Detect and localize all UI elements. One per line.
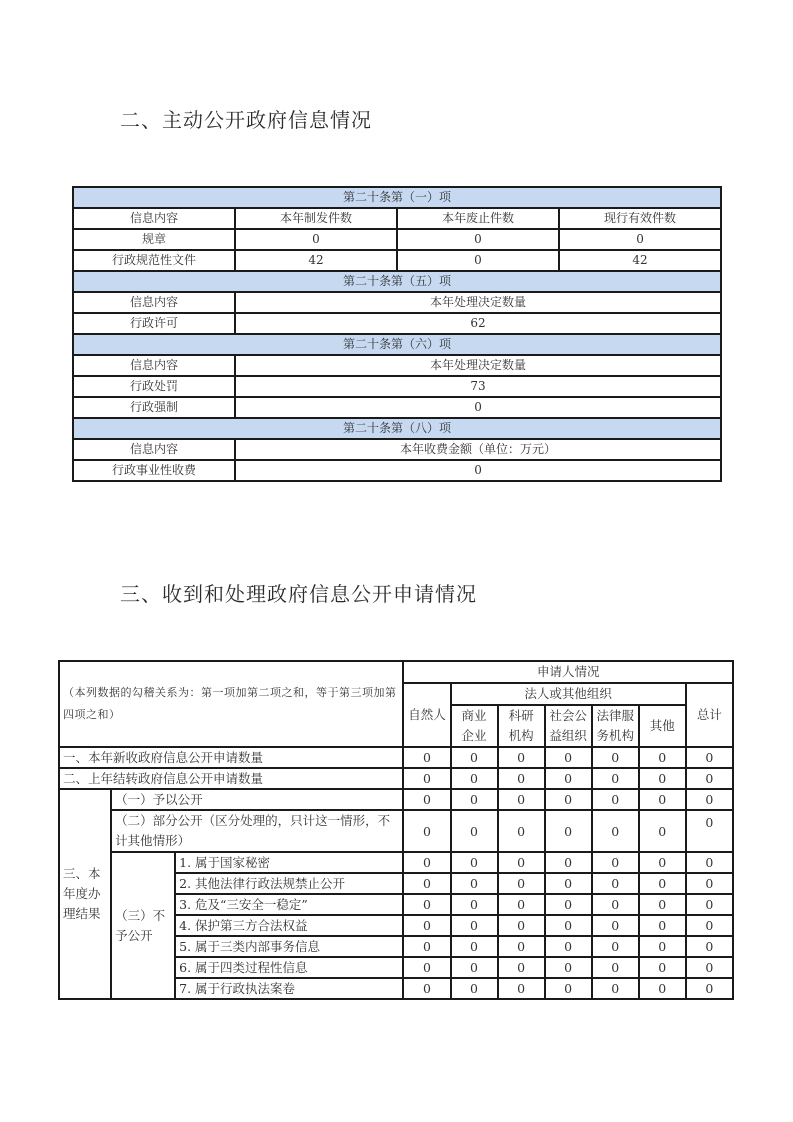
- cell-value: 0: [686, 957, 733, 978]
- cell-value: 0: [498, 852, 545, 873]
- block-header: 第二十条第（六）项: [73, 334, 721, 355]
- cell-value: 0: [592, 936, 639, 957]
- row-label: 行政许可: [73, 313, 235, 334]
- table-row: [73, 313, 721, 334]
- cell-value: 0: [592, 978, 639, 999]
- column-header: 本年废止件数: [397, 208, 559, 229]
- cell-value: 0: [403, 894, 450, 915]
- column-header-row: [73, 292, 721, 313]
- cell-value: 0: [592, 852, 639, 873]
- header-row: [59, 661, 733, 683]
- row-label: 规章: [73, 229, 235, 250]
- cell-value: 0: [498, 768, 545, 789]
- cell-value: 0: [403, 873, 450, 894]
- org-type-line: 企业: [461, 728, 487, 743]
- org-type-header: [592, 705, 639, 747]
- cell-value: 0: [639, 894, 686, 915]
- total-header: 总计: [686, 683, 733, 747]
- cell-value: 0: [639, 936, 686, 957]
- block-header-row: [73, 334, 721, 355]
- cell-value: 0: [451, 789, 498, 810]
- row-label: 2. 其他法律行政法规禁止公开: [175, 873, 403, 894]
- org-type-header: [451, 705, 498, 747]
- table-row: [73, 376, 721, 397]
- table-row: [59, 768, 733, 789]
- legal-org-header: 法人或其他组织: [451, 683, 686, 705]
- cell-value: 0: [545, 852, 592, 873]
- cell-value: 0: [498, 810, 545, 852]
- cell-value: 0: [592, 915, 639, 936]
- cell-value: 0: [686, 936, 733, 957]
- cell-value: 0: [545, 915, 592, 936]
- column-header-row: [73, 355, 721, 376]
- cell-value: 0: [397, 229, 559, 250]
- cell-value: 0: [403, 852, 450, 873]
- cell-value: 0: [686, 978, 733, 999]
- cell-value: 0: [686, 810, 733, 852]
- cell-value: 0: [498, 936, 545, 957]
- column-header: 信息内容: [73, 208, 235, 229]
- cell-value: 0: [639, 768, 686, 789]
- cell-value: 0: [498, 978, 545, 999]
- cell-value: 0: [545, 873, 592, 894]
- cell-value: 0: [235, 229, 397, 250]
- cell-value: 0: [686, 768, 733, 789]
- cell-value: 0: [403, 747, 450, 768]
- column-header: 本年处理决定数量: [235, 292, 721, 313]
- cell-value: 0: [686, 873, 733, 894]
- cell-value: 0: [498, 894, 545, 915]
- org-type-line: 法律服: [596, 708, 634, 723]
- cell-value: 0: [592, 810, 639, 852]
- cell-value: 0: [639, 978, 686, 999]
- row-label: （二）部分公开（区分处理的，只计这一情形，不计其他情形）: [111, 810, 403, 852]
- cell-value: 0: [639, 852, 686, 873]
- cell-value: 0: [686, 789, 733, 810]
- cell-value: 0: [403, 978, 450, 999]
- cell-value: 62: [235, 313, 721, 334]
- cell-value: 0: [559, 229, 721, 250]
- table-row: [73, 460, 721, 481]
- cell-value: 0: [639, 957, 686, 978]
- table-row: [59, 810, 733, 852]
- row-label: 6. 属于四类过程性信息: [175, 957, 403, 978]
- table-row: [59, 852, 733, 873]
- block-header-row: [73, 187, 721, 208]
- column-header: 本年收费金额（单位：万元）: [235, 439, 721, 460]
- applicant-header: 申请人情况: [403, 661, 733, 683]
- cell-value: 0: [592, 789, 639, 810]
- row-label: 3. 危及“三安全一稳定”: [175, 894, 403, 915]
- section-title-requests: 三、收到和处理政府信息公开申请情况: [120, 582, 477, 606]
- cell-value: 0: [686, 915, 733, 936]
- row-label: 行政强制: [73, 397, 235, 418]
- column-header-row: [73, 208, 721, 229]
- cell-value: 0: [498, 915, 545, 936]
- section-title-proactive-disclosure: 二、主动公开政府信息情况: [120, 108, 372, 132]
- cell-value: 0: [639, 747, 686, 768]
- table-row: [59, 747, 733, 768]
- column-header: 本年处理决定数量: [235, 355, 721, 376]
- cell-value: 0: [545, 978, 592, 999]
- row-label: 二、上年结转政府信息公开申请数量: [59, 768, 403, 789]
- block-header: 第二十条第（八）项: [73, 418, 721, 439]
- cell-value: 73: [235, 376, 721, 397]
- column-header: 现行有效件数: [559, 208, 721, 229]
- cell-value: 42: [235, 250, 397, 271]
- cell-value: 0: [592, 894, 639, 915]
- cell-value: 0: [639, 810, 686, 852]
- org-type-line: 商业: [461, 708, 487, 723]
- row-label: 4. 保护第三方合法权益: [175, 915, 403, 936]
- cell-value: 0: [545, 768, 592, 789]
- proactive-disclosure-table: [72, 186, 722, 482]
- cell-value: 0: [545, 957, 592, 978]
- cell-value: 0: [639, 789, 686, 810]
- cell-value: 0: [592, 873, 639, 894]
- row-label: 行政处罚: [73, 376, 235, 397]
- cell-value: 0: [592, 768, 639, 789]
- row-label: 7. 属于行政执法案卷: [175, 978, 403, 999]
- cell-value: 0: [403, 957, 450, 978]
- cell-value: 0: [686, 894, 733, 915]
- column-header: 信息内容: [73, 355, 235, 376]
- cell-value: 42: [559, 250, 721, 271]
- block-header: 第二十条第（五）项: [73, 271, 721, 292]
- table-row: [73, 250, 721, 271]
- cell-value: 0: [498, 873, 545, 894]
- cell-value: 0: [545, 936, 592, 957]
- cell-value: 0: [235, 397, 721, 418]
- org-type-line: 科研: [508, 708, 534, 723]
- column-header-row: [73, 439, 721, 460]
- block-header-row: [73, 418, 721, 439]
- cell-value: 0: [451, 978, 498, 999]
- requests-table: [58, 660, 734, 1000]
- table-row: [73, 397, 721, 418]
- org-type-header: [498, 705, 545, 747]
- cell-value: 0: [639, 873, 686, 894]
- cell-value: 0: [403, 936, 450, 957]
- cell-value: 0: [592, 747, 639, 768]
- cell-value: 0: [498, 957, 545, 978]
- row-label: 一、本年新收政府信息公开申请数量: [59, 747, 403, 768]
- results-group-label: 三、本年度办理结果: [59, 789, 111, 999]
- cell-value: 0: [451, 957, 498, 978]
- cell-value: 0: [639, 915, 686, 936]
- column-header: 信息内容: [73, 292, 235, 313]
- cell-value: 0: [397, 250, 559, 271]
- cell-value: 0: [403, 915, 450, 936]
- cell-value: 0: [545, 810, 592, 852]
- row-label: 1. 属于国家秘密: [175, 852, 403, 873]
- block-header: 第二十条第（一）项: [73, 187, 721, 208]
- org-type-line: 机构: [508, 728, 534, 743]
- cell-value: 0: [545, 747, 592, 768]
- cell-value: 0: [403, 768, 450, 789]
- cell-value: 0: [451, 768, 498, 789]
- cell-value: 0: [403, 810, 450, 852]
- natural-person-header: 自然人: [403, 683, 450, 747]
- cell-value: 0: [451, 810, 498, 852]
- reconciliation-note: （本列数据的勾稽关系为：第一项加第二项之和，等于第三项加第四项之和）: [59, 661, 403, 747]
- not-disclosed-group-label: （三）不予公开: [111, 852, 175, 999]
- org-type-line: 务机构: [596, 728, 634, 743]
- org-type-line: 社会公: [549, 708, 587, 723]
- row-label: （一）予以公开: [111, 789, 403, 810]
- org-type-header: 其他: [639, 705, 686, 747]
- cell-value: 0: [498, 747, 545, 768]
- cell-value: 0: [403, 789, 450, 810]
- cell-value: 0: [451, 894, 498, 915]
- cell-value: 0: [451, 873, 498, 894]
- column-header: 本年制发件数: [235, 208, 397, 229]
- org-type-header: [545, 705, 592, 747]
- cell-value: 0: [451, 915, 498, 936]
- cell-value: 0: [592, 957, 639, 978]
- cell-value: 0: [686, 852, 733, 873]
- cell-value: 0: [451, 747, 498, 768]
- cell-value: 0: [451, 936, 498, 957]
- table-row: [59, 789, 733, 810]
- row-label: 5. 属于三类内部事务信息: [175, 936, 403, 957]
- cell-value: 0: [545, 894, 592, 915]
- cell-value: 0: [235, 460, 721, 481]
- cell-value: 0: [498, 789, 545, 810]
- org-type-line: 益组织: [549, 728, 587, 743]
- table-row: [73, 229, 721, 250]
- cell-value: 0: [451, 852, 498, 873]
- block-header-row: [73, 271, 721, 292]
- cell-value: 0: [686, 747, 733, 768]
- cell-value: 0: [545, 789, 592, 810]
- column-header: 信息内容: [73, 439, 235, 460]
- row-label: 行政事业性收费: [73, 460, 235, 481]
- row-label: 行政规范性文件: [73, 250, 235, 271]
